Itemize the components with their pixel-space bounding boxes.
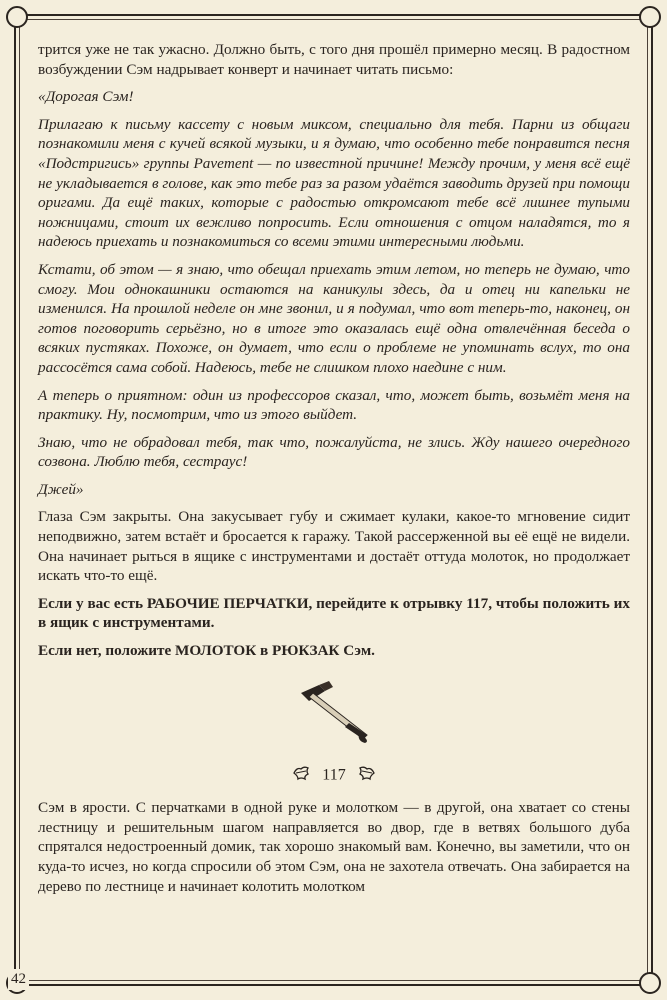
corner-ornament (6, 6, 28, 28)
narrative-paragraph: трится уже не так ужасно. Должно быть, с того дня прошёл примерно месяц. В радостном возбуждении Сэм надрывает конверт и начинает читать письмо: (38, 41, 630, 78)
hammer-icon (279, 675, 389, 745)
hammer-illustration (38, 675, 630, 745)
corner-ornament (639, 972, 661, 994)
page-content (38, 40, 630, 904)
letter-paragraph: Кстати, об этом — я знаю, что обещал приехать этим летом, но теперь не думаю, что смогу. Мои однокашники остаются на каникулы здесь, да и отец ни капельки не изменился. На прошлой неделе он мне звонил, и я подумал, что вот теперь-то, наконец, он готов поговорить серьёзно, но в итоге это оказалась ещё одна отвлечённая беседа о всяких пустяках. Похоже, он думает, что если о проблеме не упоминать вслух, то она рассосётся сама собой. Надеюсь, тебе не слишком плохо наедине с ним. (38, 260, 630, 376)
oak-leaf-icon (292, 765, 310, 787)
letter-signature: Джей» (38, 480, 84, 498)
letter-paragraph: А теперь о приятном: один из профессоров сказал, что, может быть, возьмёт меня на практику. Ну, посмотрим, что из этого выйдет. (38, 386, 630, 424)
narrative-paragraph: Глаза Сэм закрыты. Она закусывает губу и сжимает кулаки, какое-то мгновение сидит неподвижно, затем встаёт и бросается к гаражу. Такой рассерженной вы её ещё не видели. Она начинает рыться в ящике с инструментами и достаёт оттуда молоток, но продолжает искать что-то ещё. (38, 508, 630, 585)
page-number: 42 (8, 969, 29, 990)
choice-gloves: Если у вас есть РАБОЧИЕ ПЕРЧАТКИ, перейдите к отрывку 117, чтобы положить их в ящик с инструментами. (38, 594, 630, 632)
letter-paragraph: Прилагаю к письму кассету с новым миксом, специально для тебя. Парни из общаги познакомили меня с кучей всякой музыки, и я думаю, что особенно тебе понравится песня «Подстригись» группы Pavement — по известной причине! Между прочим, у меня всё ещё не укладывается в голове, как это тебе раз за разом удаётся заводить друзей при помощи оригами. Да ещё таких, которые с радостью откромсают тебе всё лишнее тупыми ножницами, стоит их вежливо попросить. Если отношения с отцом наладятся, то я надеюсь приехать и познакомиться со всеми этими интересными людьми. (38, 115, 630, 251)
section-header (38, 765, 630, 787)
corner-ornament (639, 6, 661, 28)
letter-greeting: «Дорогая Сэм! (38, 88, 134, 106)
section-number: 117 (322, 766, 346, 784)
choice-hammer: Если нет, положите МОЛОТОК в РЮКЗАК Сэм. (38, 642, 375, 660)
letter-paragraph: Знаю, что не обрадовал тебя, так что, пожалуйста, не злись. Жду нашего очередного созвона. Люблю тебя, сестраус! (38, 433, 630, 471)
narrative-paragraph: Сэм в ярости. С перчатками в одной руке и молотком — в другой, она хватает со стены лестницу и решительным шагом направляется во двор, где в ветвях большого дуба спрятался недостроенный домик, так хорошо знакомый вам. Конечно, вы заметили, что он куда-то исчез, но когда спросили об этом Сэм, она не захотела отвечать. Она забирается на дерево по лестнице и начинает колотить молотком (38, 799, 630, 895)
oak-leaf-icon (358, 765, 376, 787)
